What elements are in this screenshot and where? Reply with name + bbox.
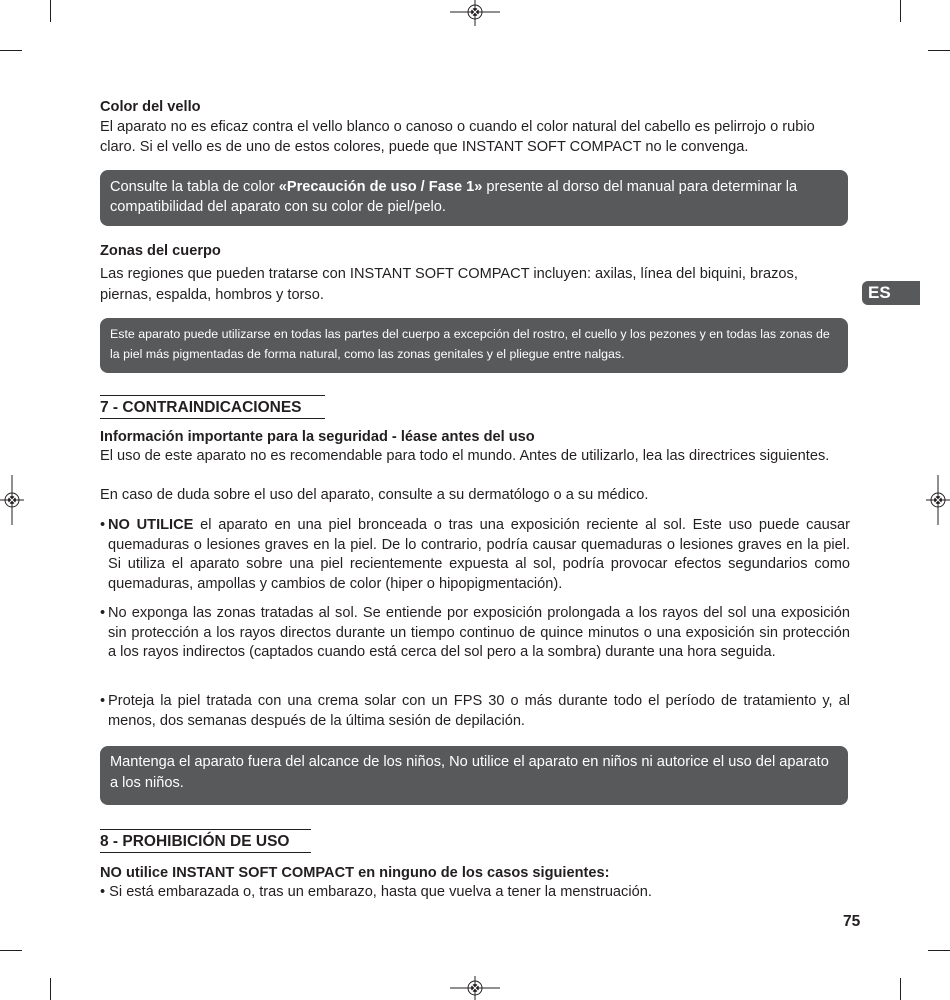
bullet-text: el aparato en una piel bronceada o tras una exposición reciente al sol. Este uso puede causar quemaduras o lesiones graves en la piel. De lo contrario, podría causar quemaduras o lesiones graves en la piel. Si utiliza el aparato sobre una piel recientemente expuesta al sol, podría provocar efectos segundarios como quemaduras, ampollas y cambios de color (hiper o hipopigmentación). [108, 517, 850, 592]
crop-mark [900, 0, 901, 22]
color-note-bold: «Precaución de uso / Fase 1» [278, 179, 483, 195]
section8-title: 8 - PROHIBICIÓN DE USO [100, 829, 311, 853]
section8-subheading: NO utilice INSTANT SOFT COMPACT en ninguno de los casos siguientes: [100, 865, 610, 881]
crop-mark [50, 0, 51, 22]
section7-intro-doubt: En caso de duda sobre el uso del aparato, consulte a su dermatólogo o a su médico. [100, 487, 649, 503]
language-tab: ES [862, 281, 920, 305]
crop-mark [928, 950, 950, 951]
bullet-mark: • [100, 605, 106, 621]
section7-subheading: Información importante para la seguridad - léase antes del uso [100, 429, 535, 445]
registration-mark-icon [0, 475, 24, 525]
color-heading: Color del vello [100, 99, 201, 115]
bullet-mark: • [100, 517, 106, 533]
children-warning: Mantenga el aparato fuera del alcance de los niños, No utilice el aparato en niños ni autorice el uso del aparato a los niños. [100, 746, 848, 805]
bullet-text: Proteja la piel tratada con una crema solar con un FPS 30 o más durante todo el período de tratamiento y, al menos, dos semanas después de la última sesión de depilación. [108, 693, 850, 729]
zones-note: Este aparato puede utilizarse en todas las partes del cuerpo a excepción del rostro, el cuello y los pezones y en todas las zonas de la piel más pigmentadas de forma natural, como las zonas genitales y el pliegue entre nalgas. [100, 318, 848, 373]
zones-heading: Zonas del cuerpo [100, 243, 221, 259]
registration-mark-icon [450, 976, 500, 1000]
bullet-text: No exponga las zonas tratadas al sol. Se entiende por exposición prolongada a los rayos del sol una exposición sin protección a los rayos directos durante un tiempo continuo de quince minutos o una exposición sin protección a los rayos indirectos (captados cuando está cerca del sol pero a la sombra) durante una hora seguida. [108, 605, 850, 661]
crop-mark [50, 978, 51, 1000]
page-number: 75 [843, 913, 861, 930]
crop-mark [0, 950, 22, 951]
list-item [100, 604, 850, 663]
color-chart-note [100, 170, 848, 226]
registration-mark-icon [926, 475, 950, 525]
zones-paragraph: Las regiones que pueden tratarse con INSTANT SOFT COMPACT incluyen: axilas, línea del biquini, brazos, piernas, espalda, hombros y torso. [100, 266, 798, 303]
list-item [100, 692, 850, 731]
color-note-text-end: presente al dorso del manual para determinar la compatibilidad del aparato con su color de piel/pelo. [110, 179, 798, 215]
crop-mark [900, 978, 901, 1000]
section7-intro: El uso de este aparato no es recomendable para todo el mundo. Antes de utilizarlo, lea las directrices siguientes. [100, 448, 830, 464]
crop-mark [0, 50, 22, 51]
crop-mark [928, 50, 950, 51]
bullet-mark: • [100, 693, 106, 709]
color-note-text: Consulte la tabla de color [110, 179, 279, 195]
section7-title: 7 - CONTRAINDICACIONES [100, 395, 325, 419]
color-paragraph: El aparato no es eficaz contra el vello blanco o canoso o cuando el color natural del cabello es pelirrojo o rubio claro. Si el vello es de uno de estos colores, puede que INSTANT SOFT COMPACT no le convenga. [100, 119, 815, 155]
no-use-label: NO UTILICE [108, 517, 194, 533]
list-item [100, 516, 850, 594]
section8-bullet: • Si está embarazada o, tras un embarazo, hasta que vuelva a tener la menstruación. [100, 884, 652, 900]
registration-mark-icon [450, 0, 500, 26]
